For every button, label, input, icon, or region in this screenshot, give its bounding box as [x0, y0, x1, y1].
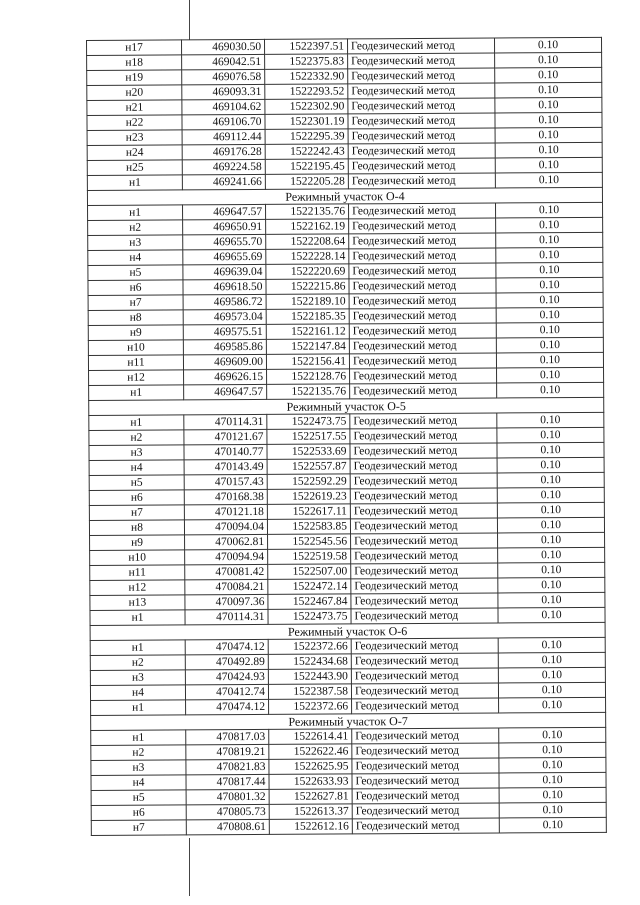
y-coordinate-cell: 1522228.14 [266, 249, 349, 265]
method-cell: Геодезический метод [352, 803, 499, 819]
x-coordinate-cell: 470143.49 [184, 459, 267, 475]
x-coordinate-cell: 470062.81 [185, 534, 268, 550]
point-id-cell: н11 [90, 565, 185, 581]
x-coordinate-cell: 470114.31 [185, 609, 268, 625]
y-coordinate-cell: 1522208.64 [266, 234, 349, 250]
y-coordinate-cell: 1522533.69 [267, 444, 350, 460]
y-coordinate-cell: 1522583.85 [267, 519, 350, 535]
method-cell: Геодезический метод [352, 758, 499, 774]
point-id-cell: н5 [88, 265, 183, 281]
y-coordinate-cell: 1522627.81 [269, 789, 352, 805]
method-cell: Геодезический метод [348, 143, 495, 159]
accuracy-cell: 0.10 [499, 817, 606, 833]
point-id-cell: н6 [88, 280, 183, 296]
y-coordinate-cell: 1522135.76 [266, 204, 349, 220]
method-cell: Геодезический метод [348, 53, 495, 69]
method-cell: Геодезический метод [352, 818, 499, 834]
x-coordinate-cell: 470094.04 [184, 519, 267, 535]
x-coordinate-cell: 470114.31 [184, 414, 267, 430]
accuracy-cell: 0.10 [498, 682, 605, 698]
y-coordinate-cell: 1522156.41 [266, 354, 349, 370]
method-cell: Геодезический метод [352, 773, 499, 789]
accuracy-cell: 0.10 [498, 607, 605, 623]
y-coordinate-cell: 1522472.14 [268, 579, 351, 595]
x-coordinate-cell: 470168.38 [184, 489, 267, 505]
accuracy-cell: 0.10 [499, 757, 606, 773]
method-cell: Геодезический метод [350, 473, 497, 489]
x-coordinate-cell: 469609.00 [183, 354, 266, 370]
point-id-cell: н1 [88, 205, 183, 221]
x-coordinate-cell: 469093.31 [182, 84, 265, 100]
x-coordinate-cell: 469573.04 [183, 309, 266, 325]
method-cell: Геодезический метод [351, 533, 498, 549]
method-cell: Геодезический метод [350, 428, 497, 444]
x-coordinate-cell: 470817.03 [186, 729, 269, 745]
accuracy-cell: 0.10 [498, 652, 605, 668]
x-coordinate-cell: 469224.58 [182, 159, 265, 175]
accuracy-cell: 0.10 [497, 412, 604, 428]
accuracy-cell: 0.10 [497, 457, 604, 473]
coordinates-table [86, 37, 607, 836]
point-id-cell: н21 [87, 100, 182, 116]
point-id-cell: н6 [89, 490, 184, 506]
x-coordinate-cell: 469639.04 [183, 264, 266, 280]
x-coordinate-cell: 469030.50 [182, 39, 265, 55]
point-id-cell: н1 [89, 415, 184, 431]
accuracy-cell: 0.10 [499, 787, 606, 803]
point-id-cell: н18 [87, 55, 182, 71]
point-id-cell: н1 [90, 640, 185, 656]
y-coordinate-cell: 1522592.29 [267, 474, 350, 490]
x-coordinate-cell: 470121.18 [184, 504, 267, 520]
point-id-cell: н11 [88, 355, 183, 371]
x-coordinate-cell: 470801.32 [186, 789, 269, 805]
method-cell: Геодезический метод [350, 443, 497, 459]
accuracy-cell: 0.10 [498, 562, 605, 578]
x-coordinate-cell: 469575.51 [183, 324, 266, 340]
y-coordinate-cell: 1522434.68 [268, 654, 351, 670]
x-coordinate-cell: 470808.61 [186, 819, 269, 835]
x-coordinate-cell: 470805.73 [186, 804, 269, 820]
scan-fold-line-bottom [189, 838, 190, 896]
y-coordinate-cell: 1522545.56 [268, 534, 351, 550]
y-coordinate-cell: 1522387.58 [268, 684, 351, 700]
accuracy-cell: 0.10 [495, 97, 602, 113]
point-id-cell: н2 [88, 220, 183, 236]
x-coordinate-cell: 470121.67 [184, 429, 267, 445]
accuracy-cell: 0.10 [495, 52, 602, 68]
point-id-cell: н12 [89, 370, 184, 386]
x-coordinate-cell: 469042.51 [182, 54, 265, 70]
accuracy-cell: 0.10 [497, 502, 604, 518]
accuracy-cell: 0.10 [498, 637, 605, 653]
accuracy-cell: 0.10 [496, 232, 603, 248]
method-cell: Геодезический метод [349, 338, 496, 354]
accuracy-cell: 0.10 [499, 742, 606, 758]
y-coordinate-cell: 1522161.12 [266, 324, 349, 340]
method-cell: Геодезический метод [352, 728, 499, 744]
accuracy-cell: 0.10 [498, 592, 605, 608]
y-coordinate-cell: 1522205.28 [265, 174, 348, 190]
accuracy-cell: 0.10 [495, 127, 602, 143]
method-cell: Геодезический метод [347, 38, 494, 54]
point-id-cell: н1 [91, 730, 186, 746]
method-cell: Геодезический метод [348, 83, 495, 99]
point-id-cell: н3 [89, 445, 184, 461]
accuracy-cell: 0.10 [498, 532, 605, 548]
y-coordinate-cell: 1522242.43 [265, 144, 348, 160]
accuracy-cell: 0.10 [497, 517, 604, 533]
accuracy-cell: 0.10 [496, 292, 603, 308]
accuracy-cell: 0.10 [497, 367, 604, 383]
point-id-cell: н4 [90, 685, 185, 701]
y-coordinate-cell: 1522301.19 [265, 114, 348, 130]
point-id-cell: н4 [91, 775, 186, 791]
x-coordinate-cell: 470094.94 [185, 549, 268, 565]
accuracy-cell: 0.10 [495, 67, 602, 83]
method-cell: Геодезический метод [351, 653, 498, 669]
y-coordinate-cell: 1522443.90 [268, 669, 351, 685]
accuracy-cell: 0.10 [495, 112, 602, 128]
accuracy-cell: 0.10 [496, 337, 603, 353]
accuracy-cell: 0.10 [497, 427, 604, 443]
accuracy-cell: 0.10 [499, 772, 606, 788]
point-id-cell: н1 [87, 175, 182, 191]
point-id-cell: н5 [89, 475, 184, 491]
method-cell: Геодезический метод [349, 218, 496, 234]
point-id-cell: н1 [91, 700, 186, 716]
point-id-cell: н12 [90, 580, 185, 596]
point-id-cell: н20 [87, 85, 182, 101]
y-coordinate-cell: 1522189.10 [266, 294, 349, 310]
accuracy-cell: 0.10 [496, 247, 603, 263]
accuracy-cell: 0.10 [496, 262, 603, 278]
scan-fold-line-top [189, 0, 190, 40]
accuracy-cell: 0.10 [497, 472, 604, 488]
method-cell: Геодезический метод [351, 593, 498, 609]
x-coordinate-cell: 469585.86 [183, 339, 266, 355]
accuracy-cell: 0.10 [495, 157, 602, 173]
point-id-cell: н22 [87, 115, 182, 131]
x-coordinate-cell: 470821.83 [186, 759, 269, 775]
x-coordinate-cell: 469106.70 [182, 114, 265, 130]
y-coordinate-cell: 1522473.75 [267, 414, 350, 430]
accuracy-cell: 0.10 [496, 277, 603, 293]
method-cell: Геодезический метод [350, 503, 497, 519]
accuracy-cell: 0.10 [499, 802, 606, 818]
y-coordinate-cell: 1522612.16 [269, 819, 352, 835]
accuracy-cell: 0.10 [496, 322, 603, 338]
y-coordinate-cell: 1522619.23 [267, 489, 350, 505]
method-cell: Геодезический метод [351, 638, 498, 654]
coordinates-table-body [87, 37, 607, 835]
y-coordinate-cell: 1522128.76 [267, 369, 350, 385]
method-cell: Геодезический метод [350, 488, 497, 504]
point-id-cell: н4 [88, 250, 183, 266]
point-id-cell: н1 [89, 385, 184, 401]
method-cell: Геодезический метод [348, 98, 495, 114]
point-id-cell: н9 [90, 535, 185, 551]
y-coordinate-cell: 1522302.90 [265, 99, 348, 115]
y-coordinate-cell: 1522614.41 [269, 729, 352, 745]
y-coordinate-cell: 1522622.46 [269, 744, 352, 760]
x-coordinate-cell: 469655.70 [183, 234, 266, 250]
section-title: Режимный участок О-5 [89, 397, 604, 415]
point-id-cell: н7 [91, 820, 186, 836]
y-coordinate-cell: 1522467.84 [268, 594, 351, 610]
method-cell: Геодезический метод [349, 308, 496, 324]
x-coordinate-cell: 470084.21 [185, 579, 268, 595]
y-coordinate-cell: 1522295.39 [265, 129, 348, 145]
method-cell: Геодезический метод [351, 683, 498, 699]
x-coordinate-cell: 470424.93 [185, 669, 268, 685]
y-coordinate-cell: 1522375.83 [265, 54, 348, 70]
method-cell: Геодезический метод [349, 248, 496, 264]
method-cell: Геодезический метод [349, 263, 496, 279]
section-title: Режимный участок О-4 [87, 187, 602, 205]
y-coordinate-cell: 1522147.84 [266, 339, 349, 355]
method-cell: Геодезический метод [351, 548, 498, 564]
method-cell: Геодезический метод [349, 203, 496, 219]
x-coordinate-cell: 469618.50 [183, 279, 266, 295]
point-id-cell: н2 [90, 655, 185, 671]
method-cell: Геодезический метод [352, 743, 499, 759]
x-coordinate-cell: 469650.91 [183, 219, 266, 235]
method-cell: Геодезический метод [349, 323, 496, 339]
x-coordinate-cell: 469647.57 [184, 384, 267, 400]
y-coordinate-cell: 1522625.95 [269, 759, 352, 775]
accuracy-cell: 0.10 [495, 82, 602, 98]
y-coordinate-cell: 1522372.66 [269, 699, 352, 715]
table-row [91, 817, 606, 835]
x-coordinate-cell: 469104.62 [182, 99, 265, 115]
method-cell: Геодезический метод [351, 578, 498, 594]
y-coordinate-cell: 1522397.51 [264, 39, 347, 55]
accuracy-cell: 0.10 [497, 442, 604, 458]
method-cell: Геодезический метод [351, 563, 498, 579]
method-cell: Геодезический метод [351, 668, 498, 684]
accuracy-cell: 0.10 [496, 352, 603, 368]
method-cell: Геодезический метод [350, 413, 497, 429]
accuracy-cell: 0.10 [498, 667, 605, 683]
x-coordinate-cell: 470097.36 [185, 594, 268, 610]
x-coordinate-cell: 469241.66 [182, 174, 265, 190]
point-id-cell: н24 [87, 145, 182, 161]
method-cell: Геодезический метод [349, 293, 496, 309]
x-coordinate-cell: 470474.12 [185, 639, 268, 655]
accuracy-cell: 0.10 [497, 487, 604, 503]
y-coordinate-cell: 1522617.11 [267, 504, 350, 520]
point-id-cell: н8 [89, 520, 184, 536]
x-coordinate-cell: 469586.72 [183, 294, 266, 310]
method-cell: Геодезический метод [349, 233, 496, 249]
point-id-cell: н25 [87, 160, 182, 176]
method-cell: Геодезический метод [350, 458, 497, 474]
y-coordinate-cell: 1522519.58 [268, 549, 351, 565]
accuracy-cell: 0.10 [496, 202, 603, 218]
x-coordinate-cell: 470492.89 [185, 654, 268, 670]
y-coordinate-cell: 1522557.87 [267, 459, 350, 475]
y-coordinate-cell: 1522507.00 [268, 564, 351, 580]
x-coordinate-cell: 469076.58 [182, 69, 265, 85]
y-coordinate-cell: 1522215.86 [266, 279, 349, 295]
x-coordinate-cell: 470157.43 [184, 474, 267, 490]
method-cell: Геодезический метод [349, 278, 496, 294]
method-cell: Геодезический метод [348, 113, 495, 129]
x-coordinate-cell: 470140.77 [184, 444, 267, 460]
x-coordinate-cell: 470474.12 [186, 699, 269, 715]
point-id-cell: н6 [91, 805, 186, 821]
point-id-cell: н10 [90, 550, 185, 566]
method-cell: Геодезический метод [348, 68, 495, 84]
accuracy-cell: 0.10 [496, 217, 603, 233]
method-cell: Геодезический метод [350, 368, 497, 384]
y-coordinate-cell: 1522633.93 [269, 774, 352, 790]
x-coordinate-cell: 469112.44 [182, 129, 265, 145]
x-coordinate-cell: 470412.74 [185, 684, 268, 700]
point-id-cell: н2 [91, 745, 186, 761]
accuracy-cell: 0.10 [498, 547, 605, 563]
y-coordinate-cell: 1522473.75 [268, 609, 351, 625]
x-coordinate-cell: 469647.57 [183, 204, 266, 220]
method-cell: Геодезический метод [351, 608, 498, 624]
point-id-cell: н3 [88, 235, 183, 251]
accuracy-cell: 0.10 [496, 307, 603, 323]
x-coordinate-cell: 470817.44 [186, 774, 269, 790]
y-coordinate-cell: 1522613.37 [269, 804, 352, 820]
x-coordinate-cell: 470819.21 [186, 744, 269, 760]
point-id-cell: н5 [91, 790, 186, 806]
method-cell: Геодезический метод [348, 158, 495, 174]
point-id-cell: н4 [89, 460, 184, 476]
method-cell: Геодезический метод [348, 173, 495, 189]
point-id-cell: н23 [87, 130, 182, 146]
point-id-cell: н3 [90, 670, 185, 686]
method-cell: Геодезический метод [352, 788, 499, 804]
point-id-cell: н17 [87, 40, 182, 56]
y-coordinate-cell: 1522293.52 [265, 84, 348, 100]
accuracy-cell: 0.10 [494, 37, 601, 53]
y-coordinate-cell: 1522220.69 [266, 264, 349, 280]
point-id-cell: н8 [88, 310, 183, 326]
accuracy-cell: 0.10 [497, 382, 604, 398]
y-coordinate-cell: 1522195.45 [265, 159, 348, 175]
accuracy-cell: 0.10 [499, 727, 606, 743]
y-coordinate-cell: 1522372.66 [268, 639, 351, 655]
accuracy-cell: 0.10 [498, 577, 605, 593]
x-coordinate-cell: 470081.42 [185, 564, 268, 580]
section-title: Режимный участок О-6 [90, 622, 605, 640]
point-id-cell: н19 [87, 70, 182, 86]
y-coordinate-cell: 1522162.19 [266, 219, 349, 235]
x-coordinate-cell: 469655.69 [183, 249, 266, 265]
method-cell: Геодезический метод [348, 128, 495, 144]
y-coordinate-cell: 1522517.55 [267, 429, 350, 445]
y-coordinate-cell: 1522332.90 [265, 69, 348, 85]
accuracy-cell: 0.10 [495, 172, 602, 188]
section-title: Режимный участок О-7 [91, 712, 606, 730]
method-cell: Геодезический метод [350, 383, 497, 399]
point-id-cell: н9 [88, 325, 183, 341]
method-cell: Геодезический метод [349, 353, 496, 369]
y-coordinate-cell: 1522185.35 [266, 309, 349, 325]
accuracy-cell: 0.10 [499, 697, 606, 713]
point-id-cell: н10 [88, 340, 183, 356]
point-id-cell: н7 [88, 295, 183, 311]
point-id-cell: н13 [90, 595, 185, 611]
x-coordinate-cell: 469626.15 [184, 369, 267, 385]
accuracy-cell: 0.10 [495, 142, 602, 158]
point-id-cell: н1 [90, 610, 185, 626]
point-id-cell: н3 [91, 760, 186, 776]
method-cell: Геодезический метод [350, 518, 497, 534]
y-coordinate-cell: 1522135.76 [267, 384, 350, 400]
x-coordinate-cell: 469176.28 [182, 144, 265, 160]
method-cell: Геодезический метод [352, 698, 499, 714]
point-id-cell: н7 [89, 505, 184, 521]
point-id-cell: н2 [89, 430, 184, 446]
